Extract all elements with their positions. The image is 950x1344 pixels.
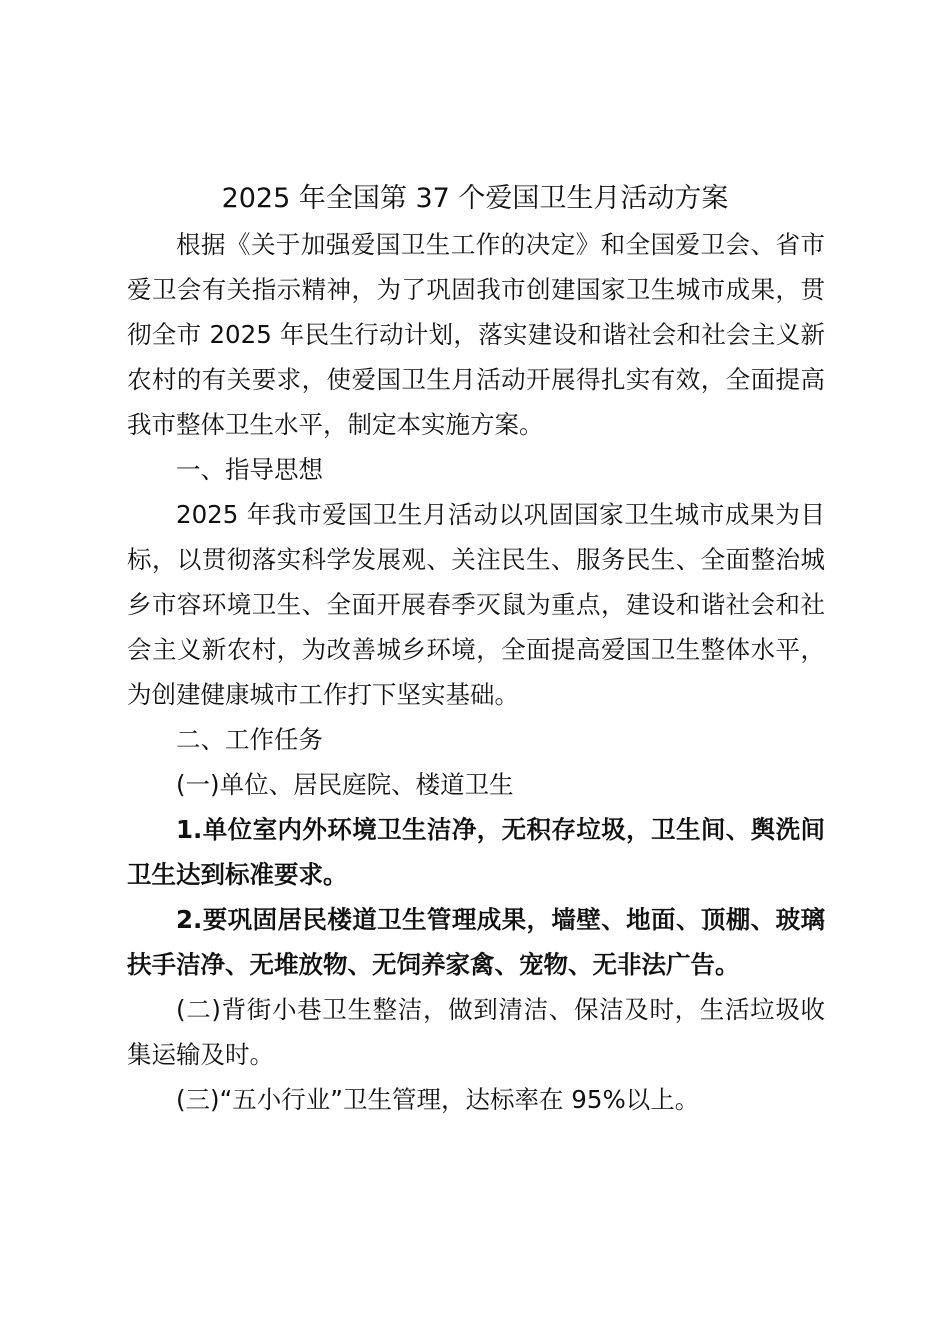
section-heading-work-tasks: 二、工作任务 — [176, 725, 323, 754]
document-body — [127, 222, 825, 1122]
task-item-2: 2.要巩固居民楼道卫生管理成果，墙壁、地面、顶棚、玻璃扶手洁净、无堆放物、无饲养家禽、宠物、无非法广告。 — [127, 905, 825, 979]
subsection-five-small-industries: (三)“五小行业”卫生管理，达标率在 95%以上。 — [176, 1085, 700, 1114]
document-title: 2025 年全国第 37 个爱国卫生月活动方案 — [221, 183, 729, 214]
subsection-back-streets: (二)背街小巷卫生整洁，做到清洁、保洁及时，生活垃圾收集运输及时。 — [127, 995, 825, 1069]
paragraph-guiding-ideology: 2025 年我市爱国卫生月活动以巩固国家卫生城市成果为目标，以贯彻落实科学发展观、关注民生、服务民生、全面整治城乡市容环境卫生、全面开展春季灭鼠为重点，建设和谐社会和社会主义新农村，为改善城乡环境，全面提高爱国卫生整体水平，为创建健康城市工作打下坚实基础。 — [127, 500, 825, 709]
subsection-heading-unit-hygiene: (一)单位、居民庭院、楼道卫生 — [176, 770, 514, 799]
task-item-1: 1.单位室内外环境卫生洁净，无积存垃圾，卫生间、舆洗间卫生达到标准要求。 — [127, 815, 825, 889]
paragraph-intro: 根据《关于加强爱国卫生工作的决定》和全国爱卫会、省市爱卫会有关指示精神，为了巩固我市创建国家卫生城市成果，贯彻全市 2025 年民生行动计划，落实建设和谐社会和社会主义新农村的有关要求，使爱国卫生月活动开展得扎实有效，全面提高我市整体卫生水平，制定本实施方案。 — [127, 230, 825, 439]
section-heading-guiding-ideology: 一、指导思想 — [176, 455, 323, 484]
